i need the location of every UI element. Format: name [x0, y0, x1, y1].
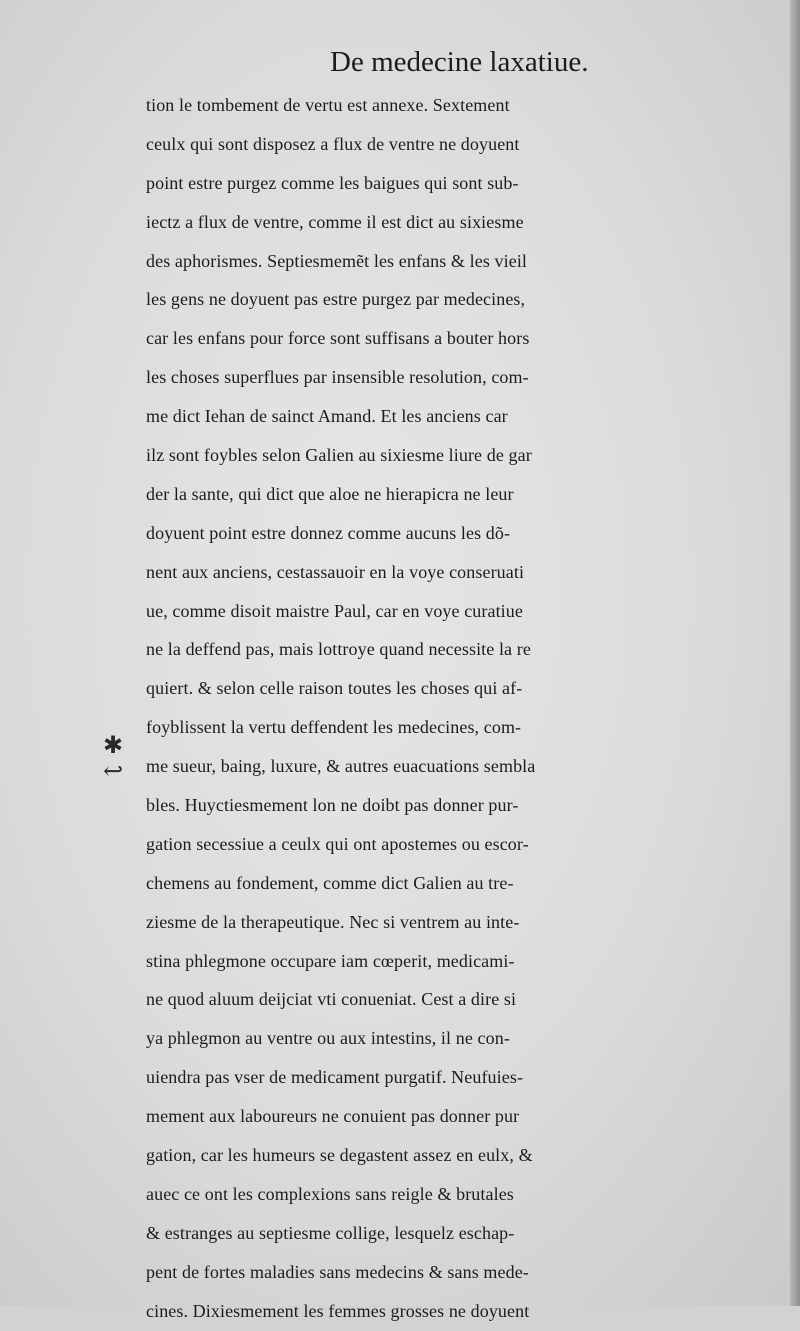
text-line: stina phlegmone occupare iam cœperit, medicami- [146, 950, 515, 971]
text-line: quiert. & selon celle raison toutes les choses qui af- [146, 678, 523, 699]
text-line: point estre purgez comme les baigues qui sont sub- [146, 172, 519, 193]
text-line: ne quod aluum deijciat vti conueniat. Cest a dire si [146, 989, 517, 1010]
text-line: ya phlegmon au ventre ou aux intestins, il ne con- [146, 1028, 510, 1049]
text-line: gation, car les humeurs se degastent assez en eulx, & [146, 1145, 533, 1166]
text-line: gation secessiue a ceulx qui ont apostemes ou escor- [146, 833, 529, 854]
text-line: me dict Iehan de sainct Amand. Et les anciens car [146, 406, 508, 427]
text-line: les choses superflues par insensible resolution, com- [146, 367, 529, 388]
text-line: iectz a flux de ventre, comme il est dict au sixiesme [146, 211, 524, 232]
text-line: les gens ne doyuent pas estre purgez par medecines, [146, 289, 526, 310]
text-line: pent de fortes maladies sans medecins & sans mede- [146, 1261, 529, 1282]
text-line: mement aux laboureurs ne conuient pas donner pur [146, 1106, 520, 1127]
text-line: ue, comme disoit maistre Paul, car en voye curatiue [146, 600, 523, 621]
text-line: & estranges au septiesme collige, lesquelz eschap- [146, 1222, 515, 1243]
text-line: ne la deffend pas, mais lottroye quand necessite la re [146, 639, 531, 660]
text-line: tion le tombement de vertu est annexe. Sextement [146, 95, 510, 115]
text-line: foyblissent la vertu deffendent les medecines, com- [146, 717, 522, 738]
running-head: De medecine laxatiue. [330, 46, 589, 78]
page-edge [790, 0, 800, 1306]
margin-mark-asterisk: ✱ [102, 733, 124, 759]
text-line: chemens au fondement, comme dict Galien au tre- [146, 872, 514, 893]
text-line: auec ce ont les complexions sans reigle & brutales [146, 1183, 514, 1204]
text-line: der la sante, qui dict que aloe ne hierapicra ne leur [146, 483, 514, 504]
text-line: ziesme de la therapeutique. Nec si ventrem au inte- [146, 911, 520, 932]
text-line: bles. Huyctiesmement lon ne doibt pas donner pur- [146, 795, 519, 816]
text-line: car les enfans pour force sont suffisans a bouter hors [146, 328, 530, 349]
text-line: ceulx qui sont disposez a flux de ventre ne doyuent [146, 133, 520, 154]
text-line: cines. Dixiesmement les femmes grosses ne doyuent [146, 1300, 530, 1321]
text-line: me sueur, baing, luxure, & autres euacuations sembla [146, 756, 536, 777]
text-line: doyuent point estre donnez comme aucuns les dõ- [146, 522, 511, 543]
text-line: uiendra pas vser de medicament purgatif. Neufuies- [146, 1067, 524, 1088]
text-line: des aphorismes. Septiesmemẽt les enfans & les vieil [146, 250, 528, 271]
text-line: nent aux anciens, cestassauoir en la voye conseruati [146, 561, 525, 582]
body-text [146, 86, 786, 1331]
margin-mark-hook: ↩ [102, 759, 124, 785]
text-line: ilz sont foybles selon Galien au sixiesme liure de gar [146, 445, 532, 466]
